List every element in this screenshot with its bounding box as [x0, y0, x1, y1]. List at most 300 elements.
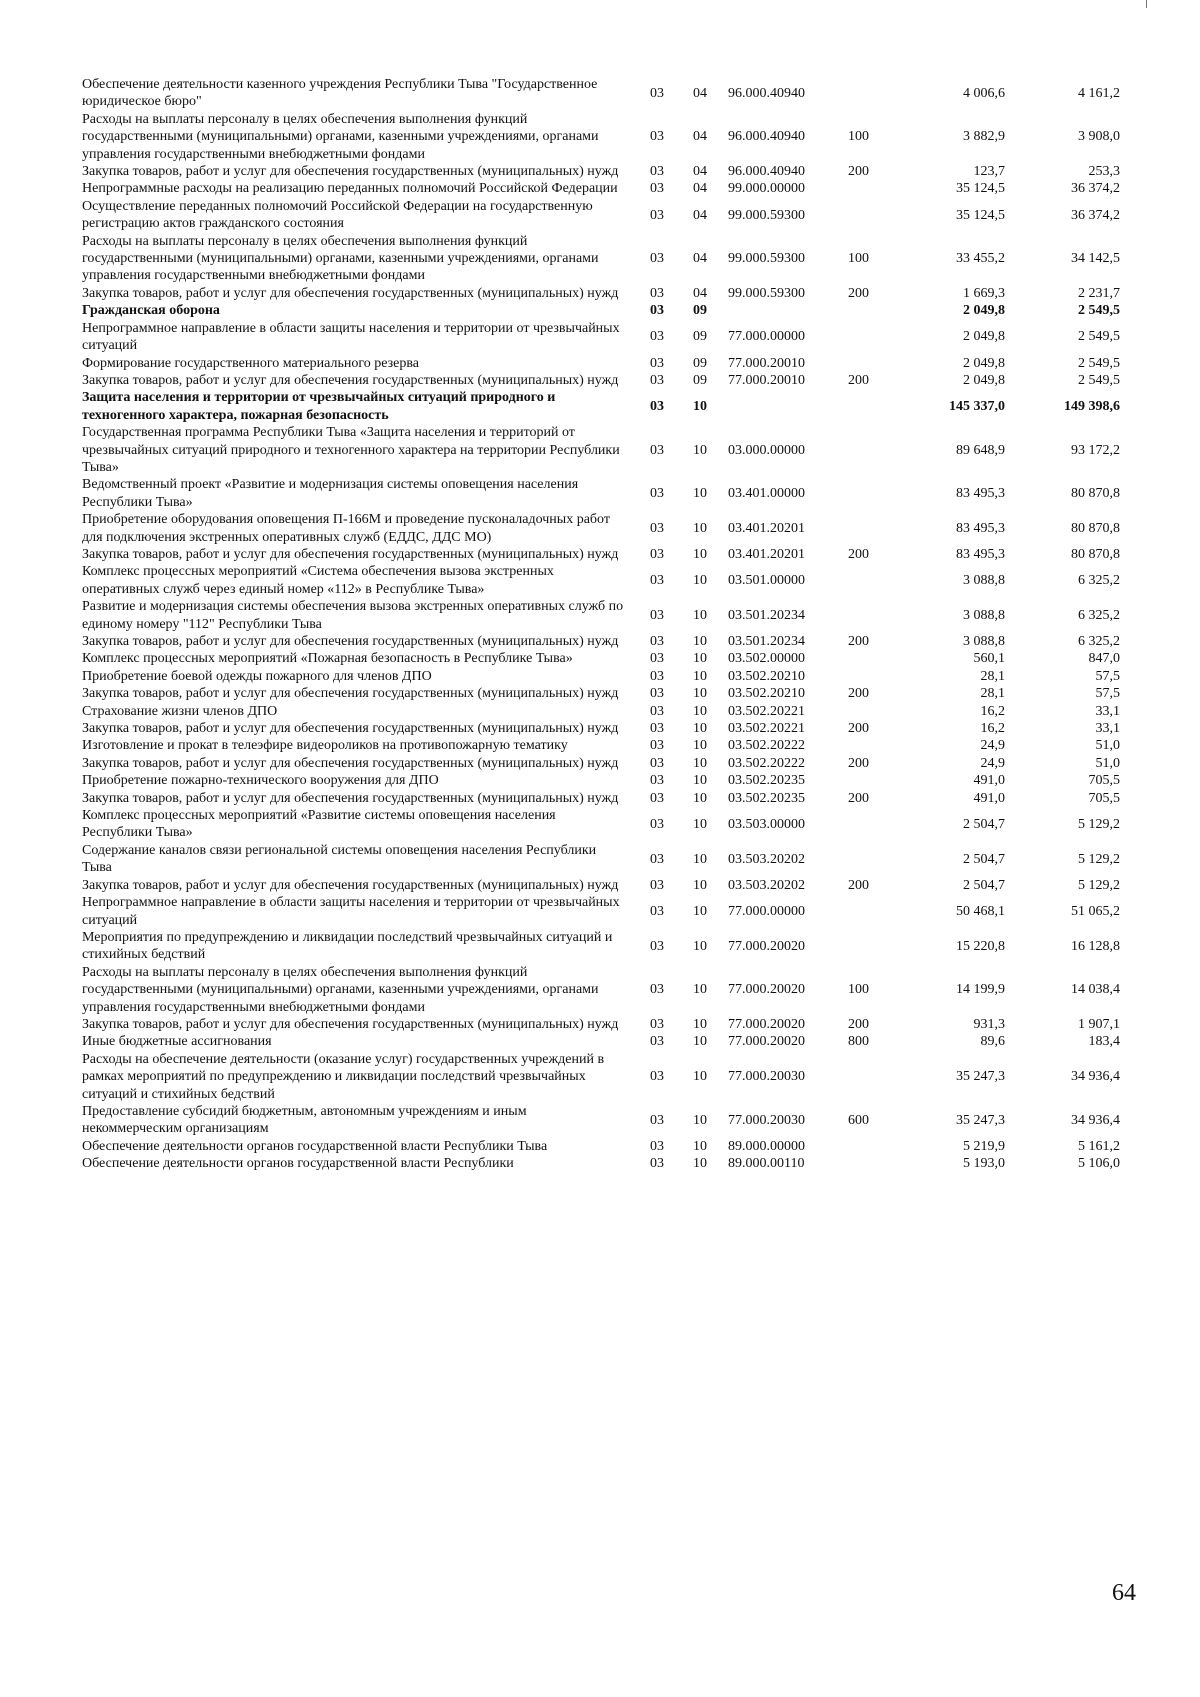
row-section-code: 03: [650, 85, 664, 101]
row-amount-year-1: 560,1: [973, 651, 1005, 667]
row-name: Страхование жизни членов ДПО: [82, 703, 278, 719]
row-subsection-code: 04: [693, 164, 707, 180]
row-expense-type: [842, 511, 912, 546]
row-amount-year-1: 35 247,3: [956, 1069, 1005, 1085]
row-section-code: 03: [650, 546, 664, 562]
row-target-article: 96.000.40940: [728, 129, 805, 145]
table-row: [82, 685, 1134, 702]
row-target-article: 99.000.59300: [728, 285, 805, 301]
page-number: 64: [1112, 1580, 1136, 1606]
row-target-article: 03.503.00000: [728, 816, 805, 832]
row-name: Непрограммное направление в области защиты населения и территории от чрезвычайных ситуаций: [82, 895, 620, 928]
row-amount-year-1: 83 495,3: [956, 546, 1005, 562]
row-section-code: 03: [650, 607, 664, 623]
row-expense-type: 200: [848, 546, 869, 562]
row-subsection-code: 04: [693, 285, 707, 301]
row-section-code: 03: [650, 634, 664, 649]
row-amount-year-2: 6 325,2: [1078, 634, 1120, 649]
row-expense-type: 100: [848, 982, 869, 998]
row-expense-type: 200: [848, 755, 869, 771]
row-expense-type: 200: [848, 372, 869, 388]
row-target-article: 77.000.20020: [728, 1034, 805, 1050]
row-target-article: 03.503.20202: [728, 877, 805, 893]
table-row: [82, 1033, 1134, 1050]
row-expense-type: [842, 1051, 912, 1103]
row-amount-year-2: 253,3: [1088, 164, 1120, 180]
row-section-code: 03: [650, 207, 664, 223]
row-amount-year-2: 33,1: [1095, 703, 1120, 719]
row-name: Содержание каналов связи региональной системы оповещения населения Республики Тыва: [82, 842, 597, 876]
row-target-article: 77.000.00000: [728, 903, 805, 919]
row-section-code: 03: [650, 181, 664, 197]
row-section-code: 03: [650, 285, 664, 301]
row-target-article: 99.000.00000: [728, 181, 805, 197]
row-subsection-code: 10: [693, 790, 707, 806]
row-name: Закупка товаров, работ и услуг для обеспечения государственных (муниципальных) нужд: [82, 877, 619, 893]
budget-table: [82, 76, 1134, 1173]
row-target-article: 77.000.20030: [728, 1112, 805, 1128]
row-expense-type: 200: [848, 634, 869, 649]
row-target-article: [720, 302, 842, 319]
row-amount-year-1: 50 468,1: [956, 903, 1005, 919]
table-row: [82, 563, 1134, 598]
row-expense-type: [842, 563, 912, 598]
row-amount-year-1: 491,0: [973, 773, 1005, 789]
row-name: Комплекс процессных мероприятий «Пожарная безопасность в Республике Тыва»: [82, 651, 573, 667]
row-section-code: 03: [650, 520, 664, 536]
row-expense-type: 200: [848, 164, 869, 180]
table-row: [82, 1051, 1134, 1103]
row-amount-year-1: 15 220,8: [956, 938, 1005, 954]
row-section-code: 03: [650, 686, 664, 702]
row-amount-year-2: 34 142,5: [1071, 251, 1120, 267]
row-amount-year-2: 6 325,2: [1078, 573, 1120, 589]
row-subsection-code: 04: [693, 207, 707, 223]
row-expense-type: [842, 703, 912, 720]
row-expense-type: [842, 598, 912, 633]
row-name: Ведомственный проект «Развитие и модернизация системы оповещения населения Республики Тыва»: [82, 477, 579, 510]
table-row: [82, 790, 1134, 807]
table-row: [82, 163, 1134, 180]
row-name: Приобретение оборудования оповещения П-166М и проведение пусконаладочных работ для подключения экстренных оперативных служб (ЕДДС, ДДС МО): [82, 512, 610, 545]
table-row: [82, 964, 1134, 1016]
row-name: Защита населения и территории от чрезвычайных ситуаций природного и техногенного характера, пожарная безопасность: [82, 390, 556, 423]
row-expense-type: [842, 842, 912, 877]
row-section-code: 03: [650, 1156, 664, 1172]
row-section-code: 03: [650, 399, 664, 415]
row-name: Развитие и модернизация системы обеспечения вызова экстренных оперативных служб по единому номеру "112" Республики Тыва: [82, 599, 624, 632]
row-amount-year-1: 89,6: [980, 1034, 1005, 1050]
table-row: [82, 842, 1134, 877]
row-target-article: 03.502.00000: [728, 651, 805, 667]
row-subsection-code: 10: [693, 607, 707, 623]
row-amount-year-2: 34 936,4: [1071, 1069, 1120, 1085]
row-amount-year-2: 3 908,0: [1078, 129, 1120, 145]
row-subsection-code: 10: [693, 1156, 707, 1172]
row-subsection-code: 10: [693, 1016, 707, 1032]
row-amount-year-1: 2 504,7: [963, 816, 1005, 832]
row-section-code: 03: [650, 851, 664, 867]
row-subsection-code: 10: [693, 738, 707, 754]
table-row: [82, 511, 1134, 546]
row-target-article: 77.000.20010: [728, 372, 805, 388]
row-amount-year-1: 2 049,8: [963, 303, 1005, 319]
row-expense-type: [842, 650, 912, 667]
table-row: [82, 372, 1134, 389]
row-name: Комплекс процессных мероприятий «Система обеспечения вызова экстренных оперативных служб через единый номер «112» в Республике Тыва»: [82, 564, 554, 597]
row-name: Иные бюджетные ассигнования: [82, 1034, 272, 1050]
row-target-article: 03.503.20202: [728, 851, 805, 867]
row-section-code: 03: [650, 703, 664, 719]
row-amount-year-1: 16,2: [980, 721, 1005, 737]
row-subsection-code: 10: [693, 634, 707, 649]
row-target-article: 03.502.20210: [728, 668, 805, 684]
row-target-article: 03.501.20234: [728, 607, 805, 623]
table-row: [82, 772, 1134, 789]
row-target-article: 96.000.40940: [728, 164, 805, 180]
table-row: [82, 755, 1134, 772]
row-name: Закупка товаров, работ и услуг для обеспечения государственных (муниципальных) нужд: [82, 634, 619, 649]
table-row: [82, 476, 1134, 511]
table-body: [82, 76, 1134, 1173]
row-amount-year-1: 28,1: [980, 668, 1005, 684]
row-name: Закупка товаров, работ и услуг для обеспечения государственных (муниципальных) нужд: [82, 285, 619, 301]
table-row: [82, 320, 1134, 355]
row-target-article: 03.501.00000: [728, 573, 805, 589]
row-amount-year-1: 24,9: [980, 755, 1005, 771]
row-expense-type: [842, 807, 912, 842]
row-subsection-code: 10: [693, 520, 707, 536]
row-amount-year-2: 33,1: [1095, 721, 1120, 737]
row-section-code: 03: [650, 1034, 664, 1050]
row-expense-type: [842, 355, 912, 372]
row-target-article: 77.000.20020: [728, 938, 805, 954]
row-target-article: 96.000.40940: [728, 85, 805, 101]
table-row: [82, 1155, 1134, 1172]
scan-edge-mark: [1146, 0, 1147, 8]
row-amount-year-1: 33 455,2: [956, 251, 1005, 267]
row-amount-year-1: 4 006,6: [963, 85, 1005, 101]
table-row: [82, 1138, 1134, 1155]
row-subsection-code: 10: [693, 486, 707, 502]
row-amount-year-2: 149 398,6: [1064, 399, 1120, 415]
row-amount-year-2: 847,0: [1088, 651, 1120, 667]
row-amount-year-2: 2 549,5: [1078, 355, 1120, 371]
row-target-article: 03.502.20222: [728, 738, 805, 754]
row-amount-year-2: 1 907,1: [1078, 1016, 1120, 1032]
table-row: [82, 1103, 1134, 1138]
row-amount-year-2: 51 065,2: [1071, 903, 1120, 919]
row-name: Обеспечение деятельности казенного учреждения Республики Тыва "Государственное юридическое бюро": [82, 77, 598, 110]
row-amount-year-1: 35 247,3: [956, 1112, 1005, 1128]
row-name: Закупка товаров, работ и услуг для обеспечения государственных (муниципальных) нужд: [82, 721, 619, 737]
row-amount-year-2: 5 129,2: [1078, 851, 1120, 867]
row-name: Обеспечение деятельности органов государственной власти Республики: [82, 1156, 514, 1172]
row-subsection-code: 10: [693, 773, 707, 789]
row-amount-year-1: 2 049,8: [963, 372, 1005, 388]
row-name: Расходы на выплаты персоналу в целях обеспечения выполнения функций государственными (муниципальными) органами, казенными учреждениями, органами управления государственными внебюджетными фондами: [82, 964, 599, 1015]
table-row: [82, 355, 1134, 372]
row-section-code: 03: [650, 651, 664, 667]
row-subsection-code: 10: [693, 877, 707, 893]
row-expense-type: [842, 320, 912, 355]
row-name: Закупка товаров, работ и услуг для обеспечения государственных (муниципальных) нужд: [82, 790, 619, 806]
row-section-code: 03: [650, 721, 664, 737]
row-expense-type: [842, 302, 912, 319]
row-amount-year-1: 16,2: [980, 703, 1005, 719]
row-amount-year-1: 123,7: [973, 164, 1005, 180]
table-row: [82, 233, 1134, 285]
row-subsection-code: 10: [693, 755, 707, 771]
row-name: Закупка товаров, работ и услуг для обеспечения государственных (муниципальных) нужд: [82, 1016, 619, 1032]
row-subsection-code: 10: [693, 686, 707, 702]
row-subsection-code: 10: [693, 1069, 707, 1085]
row-amount-year-1: 5 193,0: [963, 1156, 1005, 1172]
row-target-article: 03.502.20210: [728, 686, 805, 702]
row-name: Государственная программа Республики Тыва «Защита населения и территорий от чрезвычайных ситуаций природного и техногенного характера на территории Республики Тыва»: [82, 425, 620, 475]
row-target-article: 77.000.20020: [728, 1016, 805, 1032]
row-amount-year-2: 51,0: [1095, 738, 1120, 754]
row-amount-year-1: 83 495,3: [956, 520, 1005, 536]
row-target-article: 03.401.20201: [728, 546, 805, 562]
row-expense-type: [842, 1155, 912, 1172]
row-target-article: 03.502.20235: [728, 773, 805, 789]
row-target-article: 03.401.00000: [728, 486, 805, 502]
table-row: [82, 877, 1134, 894]
row-section-code: 03: [650, 816, 664, 832]
row-target-article: 03.502.20222: [728, 755, 805, 771]
row-section-code: 03: [650, 251, 664, 267]
row-name: Изготовление и прокат в телеэфире видеороликов на противопожарную тематику: [82, 738, 568, 754]
row-section-code: 03: [650, 1112, 664, 1128]
row-subsection-code: 10: [693, 851, 707, 867]
row-amount-year-1: 2 504,7: [963, 851, 1005, 867]
row-amount-year-1: 145 337,0: [949, 399, 1005, 415]
row-subsection-code: 04: [693, 251, 707, 267]
row-subsection-code: 10: [693, 1138, 707, 1154]
row-amount-year-2: 2 549,5: [1078, 372, 1120, 388]
row-subsection-code: 10: [693, 573, 707, 589]
table-row: [82, 650, 1134, 667]
row-amount-year-1: 491,0: [973, 790, 1005, 806]
row-target-article: 99.000.59300: [728, 251, 805, 267]
table-row: [82, 720, 1134, 737]
row-expense-type: 200: [848, 877, 869, 893]
row-expense-type: [842, 476, 912, 511]
table-row: [82, 633, 1134, 650]
row-amount-year-1: 35 124,5: [956, 207, 1005, 223]
row-amount-year-1: 3 088,8: [963, 634, 1005, 649]
row-amount-year-1: 2 049,8: [963, 355, 1005, 371]
row-amount-year-1: 3 882,9: [963, 129, 1005, 145]
row-amount-year-2: 16 128,8: [1071, 938, 1120, 954]
row-target-article: 03.501.20234: [728, 634, 805, 649]
row-name: Комплекс процессных мероприятий «Развитие системы оповещения населения Республики Тыва»: [82, 808, 556, 841]
row-expense-type: 100: [848, 251, 869, 267]
row-amount-year-1: 1 669,3: [963, 285, 1005, 301]
row-subsection-code: 10: [693, 546, 707, 562]
row-section-code: 03: [650, 668, 664, 684]
row-expense-type: [842, 737, 912, 754]
row-section-code: 03: [650, 877, 664, 893]
row-subsection-code: 09: [693, 329, 707, 345]
row-amount-year-1: 24,9: [980, 738, 1005, 754]
table-row: [82, 598, 1134, 633]
row-amount-year-2: 183,4: [1088, 1034, 1120, 1050]
row-section-code: 03: [650, 1069, 664, 1085]
row-name: Расходы на обеспечение деятельности (оказание услуг) государственных учреждений в рамках мероприятий по предупреждению и ликвидации последствий чрезвычайных ситуаций и стихийных бедствий: [82, 1051, 605, 1102]
row-expense-type: 200: [848, 721, 869, 737]
row-section-code: 03: [650, 1016, 664, 1032]
row-target-article: 03.502.20235: [728, 790, 805, 806]
table-row: [82, 929, 1134, 964]
row-subsection-code: 04: [693, 85, 707, 101]
row-subsection-code: 04: [693, 181, 707, 197]
row-subsection-code: 10: [693, 1034, 707, 1050]
row-section-code: 03: [650, 329, 664, 345]
table-row: [82, 285, 1134, 302]
row-expense-type: [842, 1138, 912, 1155]
row-amount-year-2: 5 106,0: [1078, 1156, 1120, 1172]
row-amount-year-2: 5 161,2: [1078, 1138, 1120, 1154]
row-section-code: 03: [650, 938, 664, 954]
row-expense-type: 100: [848, 129, 869, 145]
table-row: [82, 737, 1134, 754]
row-expense-type: [842, 424, 912, 476]
row-expense-type: [842, 76, 912, 111]
table-row: [82, 703, 1134, 720]
row-target-article: [720, 389, 842, 424]
table-row: [82, 389, 1134, 424]
row-name: Осуществление переданных полномочий Российской Федерации на государственную регистрацию актов гражданского состояния: [82, 198, 593, 232]
table-row: [82, 180, 1134, 197]
row-section-code: 03: [650, 486, 664, 502]
row-name: Закупка товаров, работ и услуг для обеспечения государственных (муниципальных) нужд: [82, 372, 619, 388]
row-expense-type: [842, 389, 912, 424]
row-section-code: 03: [650, 355, 664, 371]
row-amount-year-2: 51,0: [1095, 755, 1120, 771]
row-expense-type: 800: [848, 1034, 869, 1050]
row-amount-year-2: 705,5: [1088, 773, 1120, 789]
row-section-code: 03: [650, 773, 664, 789]
table-row: [82, 546, 1134, 563]
row-amount-year-1: 14 199,9: [956, 982, 1005, 998]
row-expense-type: 200: [848, 790, 869, 806]
row-name: Закупка товаров, работ и услуг для обеспечения государственных (муниципальных) нужд: [82, 164, 619, 180]
row-amount-year-2: 705,5: [1088, 790, 1120, 806]
row-section-code: 03: [650, 982, 664, 998]
row-target-article: 03.000.00000: [728, 442, 805, 458]
row-subsection-code: 10: [693, 903, 707, 919]
row-amount-year-2: 6 325,2: [1078, 607, 1120, 623]
table-row: [82, 894, 1134, 929]
row-amount-year-2: 57,5: [1095, 686, 1120, 702]
row-subsection-code: 10: [693, 816, 707, 832]
table-row: [82, 1016, 1134, 1033]
row-target-article: 89.000.00110: [728, 1156, 805, 1172]
row-name: Гражданская оборона: [82, 303, 220, 319]
row-amount-year-2: 34 936,4: [1071, 1112, 1120, 1128]
row-name: Мероприятия по предупреждению и ликвидации последствий чрезвычайных ситуаций и стихийных бедствий: [82, 929, 613, 963]
row-expense-type: 600: [848, 1112, 869, 1128]
row-amount-year-2: 80 870,8: [1071, 486, 1120, 502]
row-expense-type: [842, 180, 912, 197]
row-name: Закупка товаров, работ и услуг для обеспечения государственных (муниципальных) нужд: [82, 546, 619, 562]
row-amount-year-2: 93 172,2: [1071, 442, 1120, 458]
row-section-code: 03: [650, 164, 664, 180]
row-expense-type: 200: [848, 686, 869, 702]
row-amount-year-2: 36 374,2: [1071, 207, 1120, 223]
row-amount-year-2: 2 231,7: [1078, 285, 1120, 301]
row-name: Закупка товаров, работ и услуг для обеспечения государственных (муниципальных) нужд: [82, 755, 619, 771]
table-row: [82, 424, 1134, 476]
row-amount-year-2: 5 129,2: [1078, 816, 1120, 832]
row-target-article: 77.000.20020: [728, 982, 805, 998]
row-subsection-code: 10: [693, 442, 707, 458]
row-subsection-code: 10: [693, 938, 707, 954]
row-amount-year-2: 36 374,2: [1071, 181, 1120, 197]
row-amount-year-2: 80 870,8: [1071, 546, 1120, 562]
row-expense-type: 200: [848, 1016, 869, 1032]
row-subsection-code: 10: [693, 651, 707, 667]
row-name: Закупка товаров, работ и услуг для обеспечения государственных (муниципальных) нужд: [82, 686, 619, 702]
row-subsection-code: 09: [693, 355, 707, 371]
row-expense-type: [842, 668, 912, 685]
table-row: [82, 668, 1134, 685]
table-row: [82, 198, 1134, 233]
row-name: Обеспечение деятельности органов государственной власти Республики Тыва: [82, 1138, 548, 1154]
row-subsection-code: 10: [693, 721, 707, 737]
row-subsection-code: 10: [693, 399, 707, 415]
row-section-code: 03: [650, 573, 664, 589]
row-amount-year-1: 2 504,7: [963, 877, 1005, 893]
row-name: Формирование государственного материального резерва: [82, 355, 420, 371]
row-name: Расходы на выплаты персоналу в целях обеспечения выполнения функций государственными (муниципальными) органами, казенными учреждениями, органами управления государственными внебюджетными фондами: [82, 111, 599, 162]
row-target-article: 03.502.20221: [728, 721, 805, 737]
row-target-article: 03.502.20221: [728, 703, 805, 719]
row-amount-year-2: 14 038,4: [1071, 982, 1120, 998]
row-amount-year-2: 57,5: [1095, 668, 1120, 684]
row-amount-year-2: 80 870,8: [1071, 520, 1120, 536]
row-amount-year-1: 28,1: [980, 686, 1005, 702]
row-amount-year-2: 5 129,2: [1078, 877, 1120, 893]
row-amount-year-1: 35 124,5: [956, 181, 1005, 197]
row-section-code: 03: [650, 738, 664, 754]
table-row: [82, 302, 1134, 319]
row-target-article: 77.000.00000: [728, 329, 805, 345]
row-amount-year-2: 2 549,5: [1078, 303, 1120, 319]
row-name: Расходы на выплаты персоналу в целях обеспечения выполнения функций государственными (муниципальными) органами, казенными учреждениями, органами управления государственными внебюджетными фондами: [82, 233, 599, 284]
row-amount-year-1: 3 088,8: [963, 607, 1005, 623]
row-expense-type: [842, 894, 912, 929]
row-section-code: 03: [650, 129, 664, 145]
row-target-article: 89.000.00000: [728, 1138, 805, 1154]
row-section-code: 03: [650, 1138, 664, 1154]
row-target-article: 77.000.20010: [728, 355, 805, 371]
row-subsection-code: 09: [693, 372, 707, 388]
row-amount-year-1: 3 088,8: [963, 573, 1005, 589]
row-name: Непрограммные расходы на реализацию переданных полномочий Российской Федерации: [82, 181, 618, 197]
table-row: [82, 76, 1134, 111]
row-section-code: 03: [650, 755, 664, 771]
row-section-code: 03: [650, 903, 664, 919]
row-section-code: 03: [650, 790, 664, 806]
row-amount-year-1: 83 495,3: [956, 486, 1005, 502]
row-name: Непрограммное направление в области защиты населения и территории от чрезвычайных ситуаций: [82, 320, 620, 354]
row-subsection-code: 10: [693, 982, 707, 998]
row-amount-year-1: 89 648,9: [956, 442, 1005, 458]
row-subsection-code: 10: [693, 668, 707, 684]
